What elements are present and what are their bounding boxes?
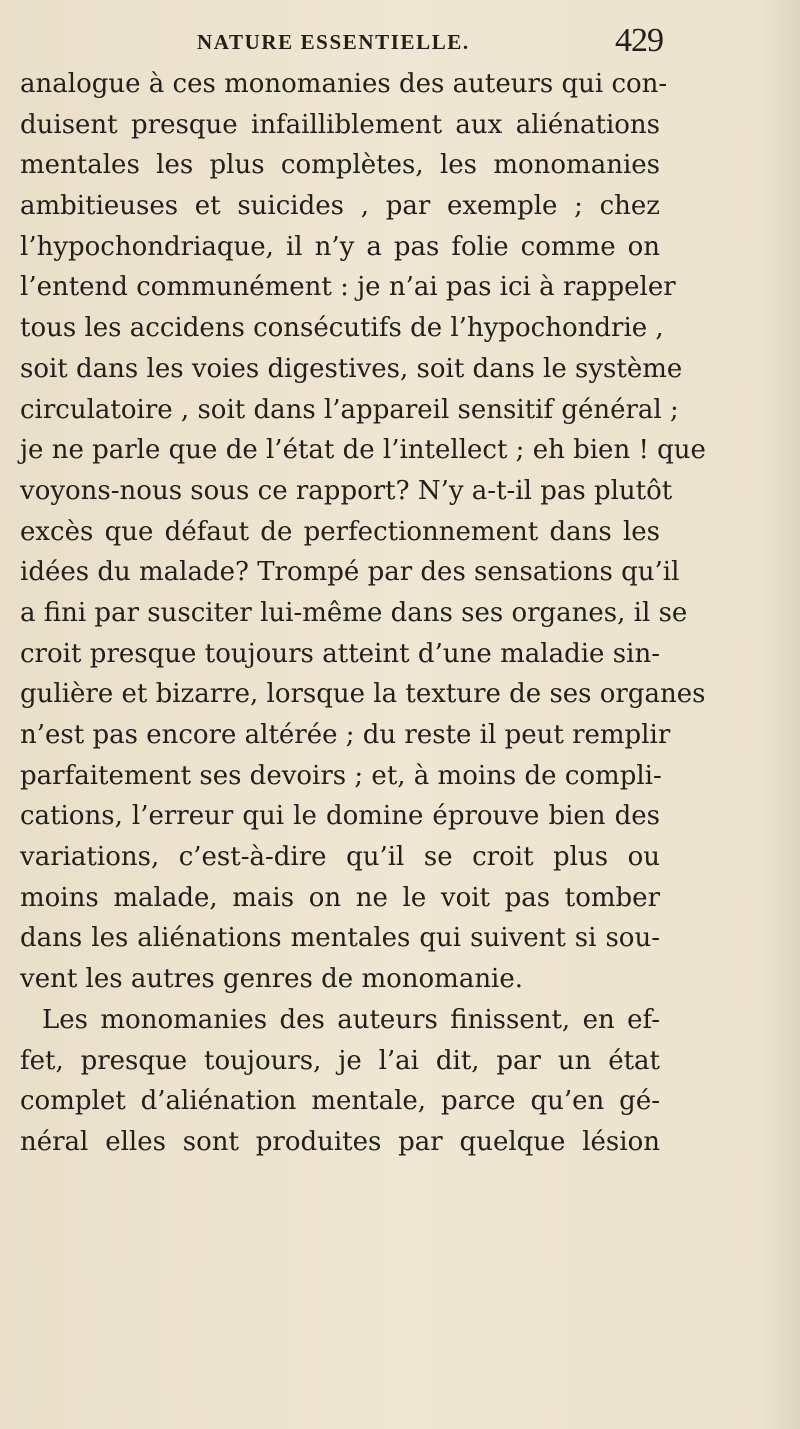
text-line: n’est pas encore altérée ; du reste il peut remplir	[20, 720, 671, 750]
text-line: variations, c’est-à-dire qu’il se croit plus ou	[20, 842, 660, 873]
text-line: ambitieuses et suicides , par exemple ; chez	[20, 191, 660, 222]
text-line: idées du malade? Trompé par des sensations qu’il	[20, 557, 680, 588]
body-text	[20, 64, 706, 1163]
text-line: tous les accidens consécutifs de l’hypochondrie ,	[20, 313, 664, 344]
text-line: l’hypochondriaque, il n’y a pas folie comme on	[20, 231, 660, 262]
text-line: excès que défaut de perfectionnement dans les	[20, 516, 660, 547]
text-line: duisent presque infailliblement aux aliénations	[20, 109, 660, 140]
text-line: croit presque toujours atteint d’une maladie sin-	[20, 638, 660, 669]
running-title: NATURE ESSENTIELLE.	[197, 30, 470, 54]
page-number: 429	[615, 22, 663, 59]
page-header	[0, 22, 800, 62]
paragraph-start-line: Les monomanies des auteurs finissent, en ef-	[42, 1004, 660, 1035]
text-line: moins malade, mais on ne le voit pas tomber	[20, 882, 660, 913]
text-line: fet, presque toujours, je l’ai dit, par un état	[20, 1045, 660, 1076]
text-line: analogue à ces monomanies des auteurs qui con-	[20, 69, 668, 99]
text-line: dans les aliénations mentales qui suivent si sou-	[20, 923, 660, 954]
page-edge-shadow	[760, 0, 800, 1429]
text-line: gulière et bizarre, lorsque la texture de ses organes	[20, 679, 706, 710]
text-line: a fini par susciter lui-même dans ses organes, il se	[20, 597, 688, 628]
text-line: mentales les plus complètes, les monomanies	[20, 150, 660, 181]
text-line: l’entend communément : je n’ai pas ici à rappeler	[20, 272, 676, 303]
text-line: parfaitement ses devoirs ; et, à moins de compli-	[20, 760, 662, 791]
text-line: je ne parle que de l’état de l’intellect ; eh bien ! que	[20, 435, 706, 466]
paragraph-end-line: vent les autres genres de monomanie.	[20, 964, 524, 995]
text-line: néral elles sont produites par quelque lésion	[20, 1126, 660, 1157]
text-line: complet d’aliénation mentale, parce qu’en gé-	[20, 1086, 660, 1117]
text-line: soit dans les voies digestives, soit dans le système	[20, 353, 683, 384]
text-line: circulatoire , soit dans l’appareil sensitif général ;	[20, 394, 679, 425]
text-line: cations, l’erreur qui le domine éprouve bien des	[20, 801, 660, 832]
text-line: voyons-nous sous ce rapport? N’y a-t-il pas plutôt	[20, 475, 673, 506]
